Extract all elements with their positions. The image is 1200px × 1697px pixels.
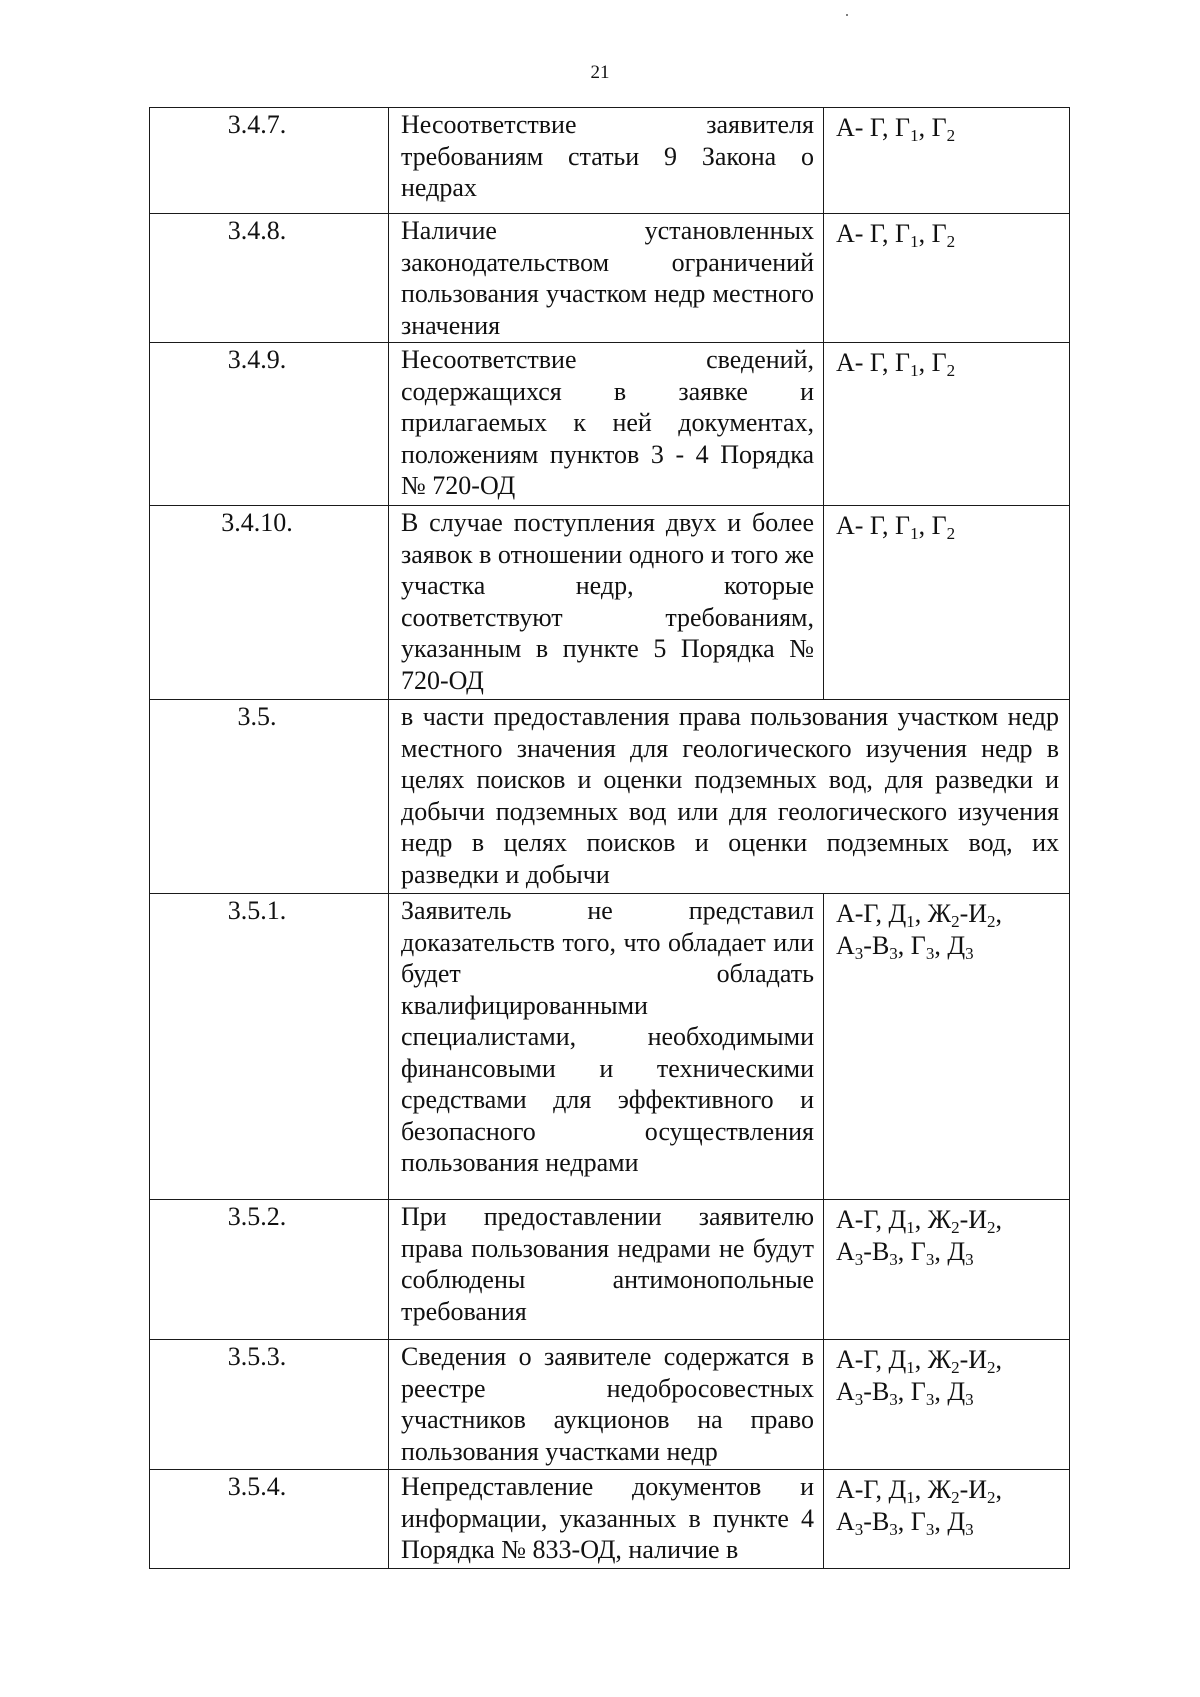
subscript-index: 2 [946,361,956,380]
row-description: В случае поступления двух и более заявок в отношении одного и того же участка недр, которые соответствуют требованиям, указанным в пункте 5 Порядка № 720-ОД [389,506,824,700]
row-form-codes [824,108,1070,214]
subscript-index: 1 [910,126,919,145]
subscript-index: 3 [965,1389,974,1409]
subscript-index: 3 [925,1519,935,1539]
row-form-codes [824,506,1070,700]
form-codes-line: $А_3-В_3$, $Г_3$, $Д_3$ [836,1506,974,1539]
subscript-index: 1 [906,1218,915,1237]
row-number: 3.4.10. [150,506,389,700]
subscript-index: 3 [925,1389,935,1409]
form-codes-line: $А_3-В_3$, $Г_3$, $Д_3$ [836,1376,974,1409]
subscript-index: 2 [946,524,956,543]
row-number: 3.4.9. [150,343,389,506]
row-description: Несоответствие сведений, содержащихся в заявке и прилагаемых к ней документах, положениям пунктов 3 - 4 Порядка № 720-ОД [389,343,824,506]
subscript-index: 2 [951,1488,960,1507]
subscript-index: 2 [951,912,960,931]
subscript-index: 2 [951,1358,960,1377]
row-form-codes [824,894,1070,1200]
form-codes-line: А- Г, $Г_1$, $Г_2$ [836,113,956,145]
row-number: 3.4.8. [150,214,389,343]
row-form-codes [824,1340,1070,1470]
subscript-index: 3 [854,1249,864,1269]
table-row [150,108,1070,214]
subscript-index: 2 [987,1358,996,1377]
table-row [150,1200,1070,1340]
row-number: 3.5.1. [150,894,389,1200]
subscript-index: 2 [987,1488,996,1507]
subscript-index: 3 [889,943,898,963]
table-body [150,108,1070,1569]
page-number: 21 [590,62,610,83]
row-number: 3.5. [150,700,389,894]
subscript-index: 1 [906,912,915,931]
subscript-index: 3 [925,943,935,963]
form-codes-line: $А_3-В_3$, $Г_3$, $Д_3$ [836,1236,974,1269]
table-row [150,700,1070,894]
table-row [150,214,1070,343]
section-heading-cell: в части предоставления права пользования участком недр местного значения для геологического изучения недр в целях поисков и оценки подземных вод, для разведки и добычи подземных вод или для геологического изучения недр в целях поисков и оценки подземных вод, их разведки и добычи [389,700,1070,894]
form-codes-line: А-Г, $Д_1$, $Ж_2-И_2$, [836,899,1003,931]
subscript-index: 2 [951,1218,960,1237]
row-description: Несоответствие заявителя требованиям статьи 9 Закона о недрах [389,108,824,214]
table-row [150,1340,1070,1470]
row-description: При предоставлении заявителю права пользования недрами не будут соблюдены антимонопольные требования [389,1200,824,1340]
form-codes-line: $А_3-В_3$, $Г_3$, $Д_3$ [836,930,974,963]
subscript-index: 1 [910,361,919,380]
table-row [150,1470,1070,1569]
row-form-codes [824,1200,1070,1340]
table-row [150,343,1070,506]
subscript-index: 1 [910,524,919,543]
row-description: Наличие установленных законодательством ограничений пользования участком недр местного значения [389,214,824,343]
subscript-index: 1 [910,232,919,251]
row-number: 3.5.2. [150,1200,389,1340]
requirements-table [149,107,1070,1569]
subscript-index: 3 [889,1249,898,1269]
row-number: 3.5.4. [150,1470,389,1569]
subscript-index: 2 [946,232,956,251]
form-codes-line: А-Г, $Д_1$, $Ж_2-И_2$, [836,1345,1003,1377]
form-codes-line: А-Г, $Д_1$, $Ж_2-И_2$, [836,1205,1003,1237]
table-row [150,506,1070,700]
row-number: 3.5.3. [150,1340,389,1470]
table-row [150,894,1070,1200]
row-number: 3.4.7. [150,108,389,214]
row-form-codes [824,214,1070,343]
form-codes-line: А- Г, $Г_1$, $Г_2$ [836,219,956,251]
subscript-index: 3 [965,943,974,963]
subscript-index: 1 [906,1488,915,1507]
subscript-index: 3 [854,1519,864,1539]
subscript-index: 3 [854,1389,864,1409]
subscript-index: 2 [987,1218,996,1237]
subscript-index: 2 [987,912,996,931]
subscript-index: 3 [889,1389,898,1409]
scan-artifact-dot [846,14,848,16]
subscript-index: 1 [906,1358,915,1377]
row-description: Сведения о заявителе содержатся в реестре недобросовестных участников аукционов на право пользования участками недр [389,1340,824,1470]
row-description: Заявитель не представил доказательств того, что обладает или будет обладать квалифицированными специалистами, необходимыми финансовыми и техническими средствами для эффективного и безопасного осуществления пользования недрами [389,894,824,1200]
subscript-index: 3 [925,1249,935,1269]
row-form-codes [824,343,1070,506]
form-codes-line: А- Г, $Г_1$, $Г_2$ [836,511,956,543]
row-description: Непредставление документов и информации, указанных в пункте 4 Порядка № 833-ОД, наличие в [389,1470,824,1569]
subscript-index: 3 [965,1519,974,1539]
form-codes-line: А-Г, $Д_1$, $Ж_2-И_2$, [836,1475,1003,1507]
row-form-codes [824,1470,1070,1569]
subscript-index: 3 [889,1519,898,1539]
form-codes-line: А- Г, $Г_1$, $Г_2$ [836,348,956,380]
subscript-index: 3 [854,943,864,963]
subscript-index: 2 [946,126,956,145]
subscript-index: 3 [965,1249,974,1269]
